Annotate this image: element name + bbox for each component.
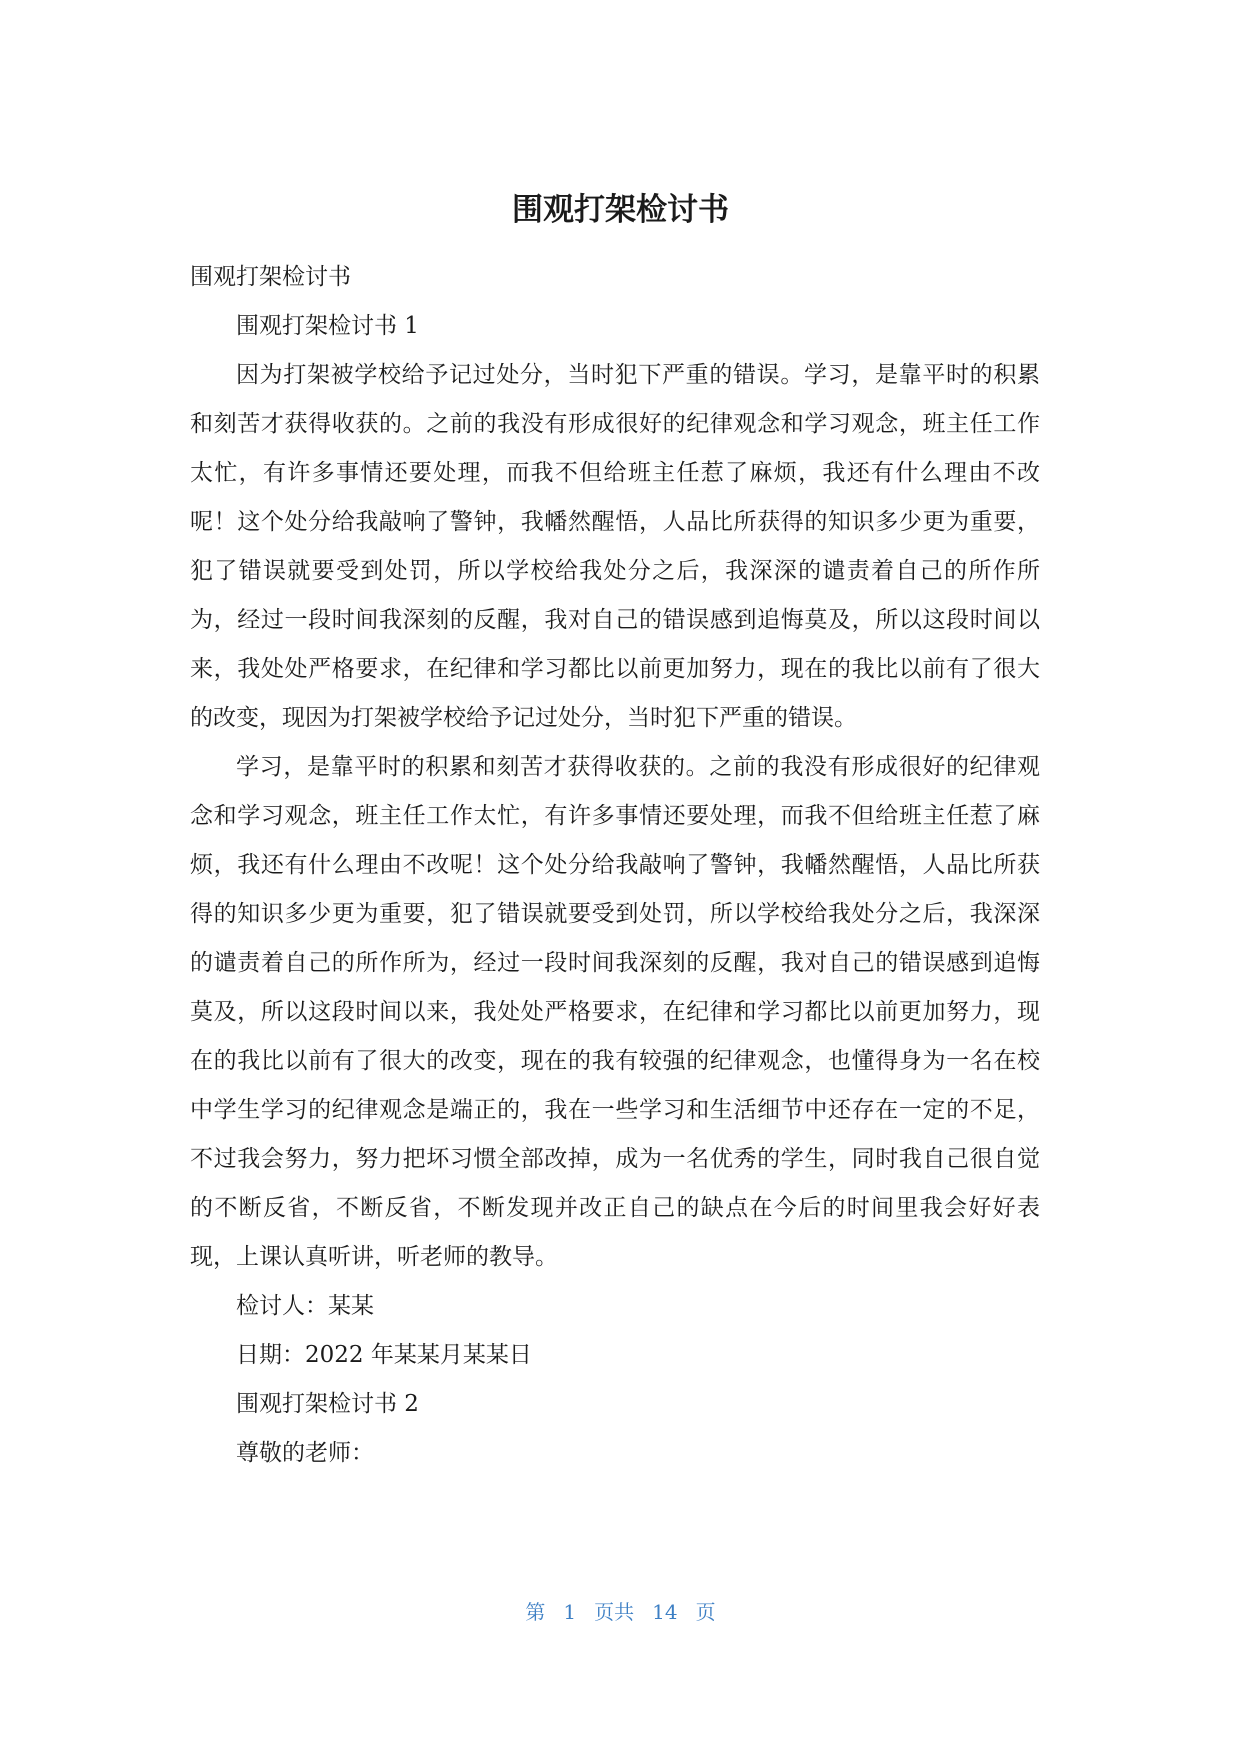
footer-prefix: 第 [525, 1600, 546, 1624]
section-heading-1: 围观打架检讨书 1 [236, 313, 419, 339]
document-title: 围观打架检讨书 [512, 192, 729, 228]
signature-line: 检讨人：某某 [236, 1293, 374, 1319]
document-subtitle: 围观打架检讨书 [190, 264, 351, 290]
page-footer [0, 1598, 1241, 1626]
footer-suffix: 页 [695, 1600, 716, 1624]
footer-current-page: 1 [563, 1600, 577, 1624]
body-paragraph-2: 学习，是靠平时的积累和刻苦才获得收获的。之前的我没有形成很好的纪律观念和学习观念，班主任工作太忙，有许多事情还要处理，而我不但给班主任惹了麻烦，我还有什么理由不改呢！这个处分给我敲响了警钟，我幡然醒悟，人品比所获得的知识多少更为重要，犯了错误就要受到处罚，所以学校给我处分之后，我深深的谴责着自己的所作所为，经过一段时间我深刻的反醒，我对自己的错误感到追悔莫及，所以这段时间以来，我处处严格要求，在纪律和学习都比以前更加努力，现在的我比以前有了很大的改变，现在的我有较强的纪律观念，也懂得身为一名在校中学生学习的纪律观念是端正的，我在一些学习和生活细节中还存在一定的不足，不过我会努力，努力把坏习惯全部改掉，成为一名优秀的学生，同时我自己很自觉的不断反省，不断反省，不断发现并改正自己的缺点在今后的时间里我会好好表现，上课认真听讲，听老师的教导。 [190, 754, 1040, 1270]
body-paragraph-1: 因为打架被学校给予记过处分，当时犯下严重的错误。学习，是靠平时的积累和刻苦才获得收获的。之前的我没有形成很好的纪律观念和学习观念，班主任工作太忙，有许多事情还要处理，而我不但给班主任惹了麻烦，我还有什么理由不改呢！这个处分给我敲响了警钟，我幡然醒悟，人品比所获得的知识多少更为重要，犯了错误就要受到处罚，所以学校给我处分之后，我深深的谴责着自己的所作所为，经过一段时间我深刻的反醒，我对自己的错误感到追悔莫及，所以这段时间以来，我处处严格要求，在纪律和学习都比以前更加努力，现在的我比以前有了很大的改变，现因为打架被学校给予记过处分，当时犯下严重的错误。 [190, 362, 1040, 731]
footer-mid: 页共 [594, 1600, 635, 1624]
section-heading-2: 围观打架检讨书 2 [236, 1391, 419, 1417]
footer-total-pages: 14 [652, 1600, 678, 1624]
salutation: 尊敬的老师： [236, 1440, 374, 1466]
document-body [190, 253, 1040, 1478]
date-line: 日期：2022 年某某月某某日 [236, 1342, 532, 1368]
